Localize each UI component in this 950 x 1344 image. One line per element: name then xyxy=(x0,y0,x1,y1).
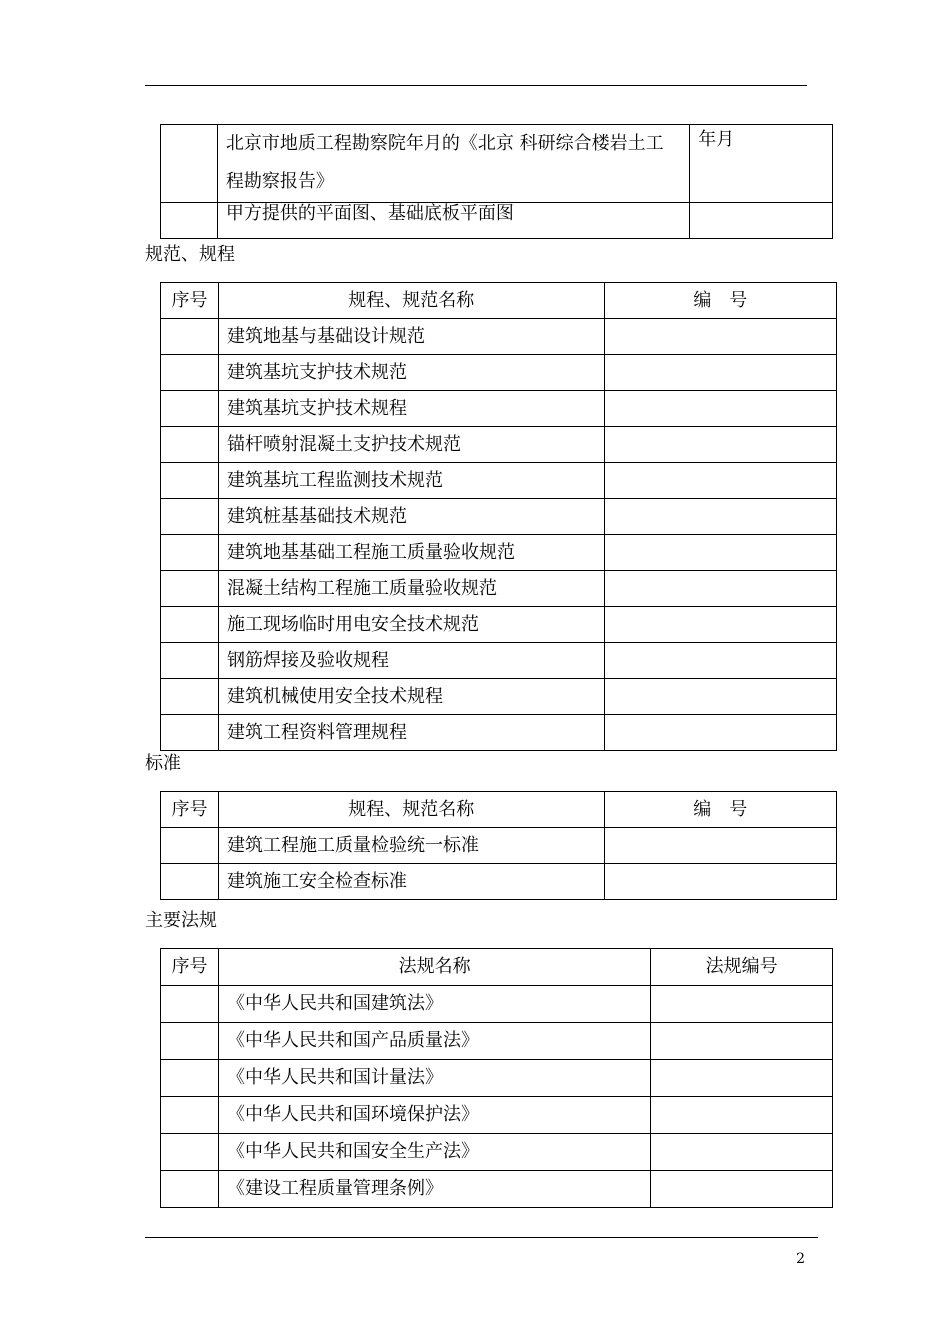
code-cell xyxy=(651,1097,833,1134)
name-cell: 建筑工程资料管理规程 xyxy=(218,715,604,751)
table-row xyxy=(161,864,837,900)
table-header-row xyxy=(161,283,837,319)
standards-table xyxy=(160,791,837,900)
section-heading-specs: 规范、规程 xyxy=(145,244,235,265)
seq-cell xyxy=(161,607,219,643)
code-cell xyxy=(651,1060,833,1097)
name-cell: 《中华人民共和国环境保护法》 xyxy=(218,1097,650,1134)
col-header-seq: 序号 xyxy=(161,283,219,319)
code-cell xyxy=(604,355,836,391)
table-row xyxy=(161,535,837,571)
code-cell xyxy=(651,1171,833,1208)
code-cell xyxy=(604,571,836,607)
col-header-name: 法规名称 xyxy=(218,949,650,986)
name-cell: 钢筋焊接及验收规程 xyxy=(218,643,604,679)
name-cell: 锚杆喷射混凝土支护技术规范 xyxy=(218,427,604,463)
table-row xyxy=(161,499,837,535)
col-header-seq: 序号 xyxy=(161,792,219,828)
name-cell: 《中华人民共和国产品质量法》 xyxy=(218,1023,650,1060)
code-cell xyxy=(604,715,836,751)
name-cell: 建筑基坑支护技术规范 xyxy=(218,355,604,391)
seq-cell xyxy=(161,463,219,499)
table-row xyxy=(161,679,837,715)
code-cell xyxy=(604,499,836,535)
doc-date-cell xyxy=(690,203,833,239)
code-cell xyxy=(604,391,836,427)
col-header-name: 规程、规范名称 xyxy=(218,792,604,828)
seq-cell xyxy=(161,535,219,571)
name-cell: 建筑施工安全检查标准 xyxy=(218,864,604,900)
col-header-seq: 序号 xyxy=(161,949,219,986)
seq-cell xyxy=(161,571,219,607)
seq-cell xyxy=(161,1060,219,1097)
col-header-code: 编 号 xyxy=(604,283,836,319)
table-row xyxy=(161,1134,833,1171)
code-cell xyxy=(604,864,836,900)
name-cell: 《中华人民共和国计量法》 xyxy=(218,1060,650,1097)
seq-cell xyxy=(161,828,219,864)
code-cell xyxy=(651,1134,833,1171)
seq-cell xyxy=(161,499,219,535)
table-row xyxy=(161,463,837,499)
name-cell: 《建设工程质量管理条例》 xyxy=(218,1171,650,1208)
seq-cell xyxy=(161,1171,219,1208)
seq-cell xyxy=(161,1023,219,1060)
table-row xyxy=(161,355,837,391)
doc-date-cell: 年月 xyxy=(690,125,833,203)
seq-cell xyxy=(161,986,219,1023)
header-rule xyxy=(145,85,807,86)
seq-cell xyxy=(161,319,219,355)
table-row xyxy=(161,607,837,643)
table-row xyxy=(161,427,837,463)
name-cell: 建筑地基基础工程施工质量验收规范 xyxy=(218,535,604,571)
code-cell xyxy=(651,986,833,1023)
seq-cell xyxy=(161,643,219,679)
table-header-row xyxy=(161,792,837,828)
seq-cell xyxy=(161,355,219,391)
table-row xyxy=(161,1097,833,1134)
name-cell: 《中华人民共和国建筑法》 xyxy=(218,986,650,1023)
name-cell: 建筑基坑支护技术规程 xyxy=(218,391,604,427)
table-header-row xyxy=(161,949,833,986)
name-cell: 《中华人民共和国安全生产法》 xyxy=(218,1134,650,1171)
section-heading-laws: 主要法规 xyxy=(145,910,217,931)
section-heading-standards: 标准 xyxy=(145,753,181,774)
table-row xyxy=(161,986,833,1023)
table-row xyxy=(161,319,837,355)
table-row xyxy=(161,1060,833,1097)
code-cell xyxy=(604,679,836,715)
name-cell: 建筑基坑工程监测技术规范 xyxy=(218,463,604,499)
table-row xyxy=(161,203,833,239)
table-row xyxy=(161,391,837,427)
seq-cell xyxy=(161,391,219,427)
code-cell xyxy=(604,828,836,864)
laws-table xyxy=(160,948,833,1208)
code-cell xyxy=(604,319,836,355)
name-cell: 混凝土结构工程施工质量验收规范 xyxy=(218,571,604,607)
code-cell xyxy=(604,607,836,643)
code-cell xyxy=(604,463,836,499)
name-cell: 建筑桩基基础技术规范 xyxy=(218,499,604,535)
code-cell xyxy=(604,535,836,571)
name-cell: 施工现场临时用电安全技术规范 xyxy=(218,607,604,643)
page-number: 2 xyxy=(796,1251,805,1267)
name-cell: 建筑地基与基础设计规范 xyxy=(218,319,604,355)
table-row xyxy=(161,643,837,679)
seq-cell xyxy=(161,427,219,463)
specs-table xyxy=(160,282,837,751)
seq-cell xyxy=(161,1097,219,1134)
seq-cell xyxy=(161,715,219,751)
reference-docs-table xyxy=(160,124,833,239)
seq-cell xyxy=(161,203,218,239)
seq-cell xyxy=(161,1134,219,1171)
col-header-code: 编 号 xyxy=(604,792,836,828)
footer-rule xyxy=(145,1237,818,1238)
name-cell: 建筑机械使用安全技术规程 xyxy=(218,679,604,715)
table-row xyxy=(161,125,833,203)
code-cell xyxy=(604,427,836,463)
col-header-name: 规程、规范名称 xyxy=(218,283,604,319)
table-row xyxy=(161,828,837,864)
doc-name-cell: 甲方提供的平面图、基础底板平面图 xyxy=(217,203,689,239)
doc-name-cell: 北京市地质工程勘察院年月的《北京 科研综合楼岩土工程勘察报告》 xyxy=(217,125,689,203)
seq-cell xyxy=(161,125,218,203)
table-row xyxy=(161,1171,833,1208)
code-cell xyxy=(651,1023,833,1060)
seq-cell xyxy=(161,679,219,715)
col-header-code: 法规编号 xyxy=(651,949,833,986)
code-cell xyxy=(604,643,836,679)
table-row xyxy=(161,715,837,751)
seq-cell xyxy=(161,864,219,900)
name-cell: 建筑工程施工质量检验统一标准 xyxy=(218,828,604,864)
table-row xyxy=(161,571,837,607)
table-row xyxy=(161,1023,833,1060)
